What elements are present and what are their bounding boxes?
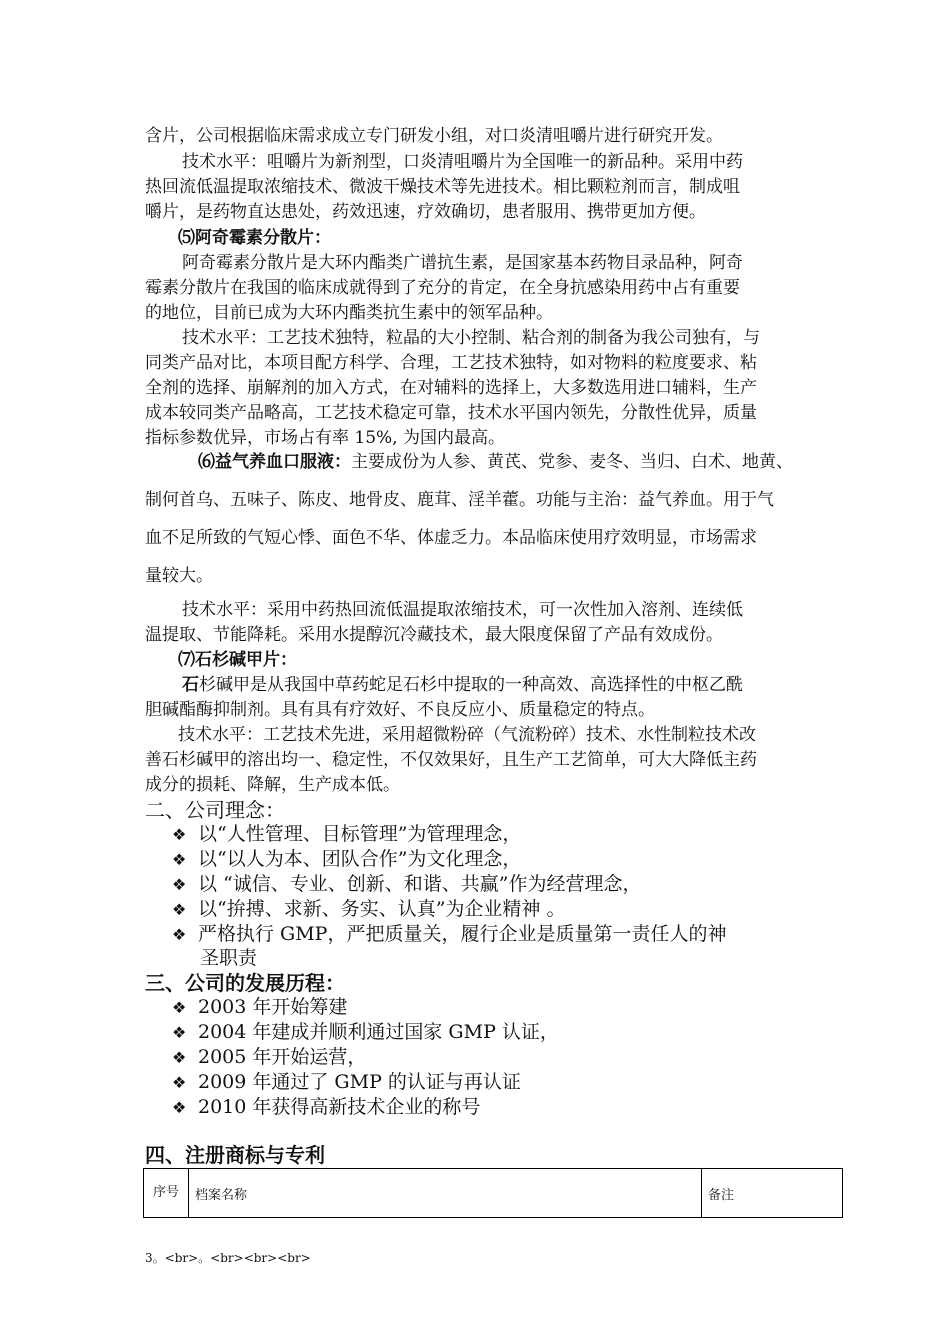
bullet-icon: ❖ <box>172 1048 187 1067</box>
paragraph-line: 热回流低温提取浓缩技术、微波干燥技术等先进技术。相比颗粒剂而言，制成咀 <box>145 177 740 197</box>
paragraph-line <box>198 450 868 475</box>
paragraph-line: 全剂的选择、崩解剂的加入方式，在对辅料的选择上，大多数选用进口辅料，生产 <box>145 378 757 398</box>
bullet-icon: ❖ <box>172 1098 187 1117</box>
paragraph-line: 同类产品对比，本项目配方科学、合理，工艺技术独特，如对物料的粒度要求、粘 <box>145 353 757 373</box>
bullet-icon: ❖ <box>172 825 187 844</box>
page-footer: 3。<br>。<br><br><br> <box>145 1251 311 1265</box>
list-item: ❖ 以“以人为本、团队合作”为文化理念， <box>172 848 522 870</box>
list-item: ❖ 2010 年获得高新技术企业的称号 <box>172 1096 481 1118</box>
paragraph-line: 技术水平：咀嚼片为新剂型，口炎清咀嚼片为全国唯一的新品种。采用中药 <box>182 152 743 172</box>
bullet-icon: ❖ <box>172 900 187 919</box>
list-item: ❖ 严格执行 GMP，严把质量关，履行企业是质量第一责任人的神 <box>172 923 727 945</box>
list-item: ❖ 以 “诚信、专业、创新、和谐、共赢”作为经营理念， <box>172 873 642 895</box>
bullet-icon: ❖ <box>172 1073 187 1092</box>
list-item-continuation: 圣职责 <box>200 947 258 969</box>
paragraph-line: 制何首乌、五味子、陈皮、地骨皮、鹿茸、淫羊藿。功能与主治：益气养血。用于气 <box>145 490 774 510</box>
subheading-huperzine: ⑺石杉碱甲片： <box>178 650 297 670</box>
paragraph-line: 温提取、节能降耗。采用水提醇沉冷藏技术，最大限度保留了产品有效成份。 <box>145 625 723 645</box>
bullet-icon: ❖ <box>172 850 187 869</box>
paragraph-line: 嚼片，是药物直达患处，药效迅速，疗效确切，患者服用、携带更加方便。 <box>145 202 706 222</box>
section-heading-history: 三、公司的发展历程： <box>145 971 345 995</box>
bold-first-char: 石 <box>182 675 199 695</box>
subheading-yiqi: ⑹益气养血口服液： <box>198 452 351 472</box>
bullet-icon: ❖ <box>172 998 187 1017</box>
paragraph-line: 含片，公司根据临床需求成立专门研发小组，对口炎清咀嚼片进行研究开发。 <box>145 126 723 146</box>
column-header-remark: 备注 <box>702 1169 843 1218</box>
bullet-icon: ❖ <box>172 875 187 894</box>
list-item: ❖ 2003 年开始筹建 <box>172 996 348 1018</box>
list-item: ❖ 以“拚搏、求新、务实、认真”为企业精神 。 <box>172 898 566 920</box>
paragraph-line: 胆碱酯酶抑制剂。具有具有疗效好、不良反应小、质量稳定的特点。 <box>145 700 655 720</box>
list-item: ❖ 2005 年开始运营， <box>172 1046 367 1068</box>
bullet-icon: ❖ <box>172 1023 187 1042</box>
paragraph-line: 的地位，目前已成为大环内酯类抗生素中的领军品种。 <box>145 303 553 323</box>
bullet-icon: ❖ <box>172 925 187 944</box>
paragraph-line: 善石杉碱甲的溶出均一、稳定性，不仅效果好，且生产工艺简单，可大大降低主药 <box>145 750 757 770</box>
list-item: ❖ 2009 年通过了 GMP 的认证与再认证 <box>172 1071 521 1093</box>
paragraph-line: 量较大。 <box>145 566 213 586</box>
column-header-index: 序号 <box>144 1169 189 1218</box>
paragraph-line: 阿奇霉素分散片是大环内酯类广谱抗生素，是国家基本药物目录品种，阿奇 <box>182 253 743 273</box>
paragraph-line: 霉素分散片在我国的临床成就得到了充分的肯定，在全身抗感染用药中占有重要 <box>145 278 740 298</box>
section-heading-philosophy: 二、公司理念： <box>145 798 285 822</box>
paragraph-line: 血不足所致的气短心悸、面色不华、体虚乏力。本品临床使用疗效明显，市场需求 <box>145 528 757 548</box>
paragraph-line: 成本较同类产品略高，工艺技术稳定可靠，技术水平国内领先，分散性优异，质量 <box>145 403 757 423</box>
paragraph-line <box>182 673 852 698</box>
table-header-row <box>144 1169 843 1218</box>
column-header-name: 档案名称 <box>189 1169 702 1218</box>
trademark-table <box>143 1168 843 1218</box>
paragraph-line: 技术水平：工艺技术独特，粒晶的大小控制、粘合剂的制备为我公司独有，与 <box>182 328 760 348</box>
paragraph-line: 指标参数优异，市场占有率 15%, 为国内最高。 <box>145 428 505 448</box>
subheading-azithromycin: ⑸阿奇霉素分散片： <box>178 228 331 248</box>
paragraph-text: 主要成份为人参、黄芪、党参、麦冬、当归、白术、地黄、 <box>351 452 793 472</box>
paragraph-line: 技术水平：工艺技术先进，采用超微粉碎（气流粉碎）技术、水性制粒技术改 <box>178 725 756 745</box>
section-heading-trademarks: 四、注册商标与专利 <box>145 1143 325 1167</box>
list-item: ❖ 2004 年建成并顺利通过国家 GMP 认证， <box>172 1021 559 1043</box>
list-item: ❖ 以“人性管理、目标管理”为管理理念， <box>172 823 522 845</box>
paragraph-line: 技术水平：采用中药热回流低温提取浓缩技术，可一次性加入溶剂、连续低 <box>182 600 743 620</box>
paragraph-text: 杉碱甲是从我国中草药蛇足石杉中提取的一种高效、高选择性的中枢乙酰 <box>199 675 743 695</box>
paragraph-line: 成分的损耗、降解，生产成本低。 <box>145 775 400 795</box>
